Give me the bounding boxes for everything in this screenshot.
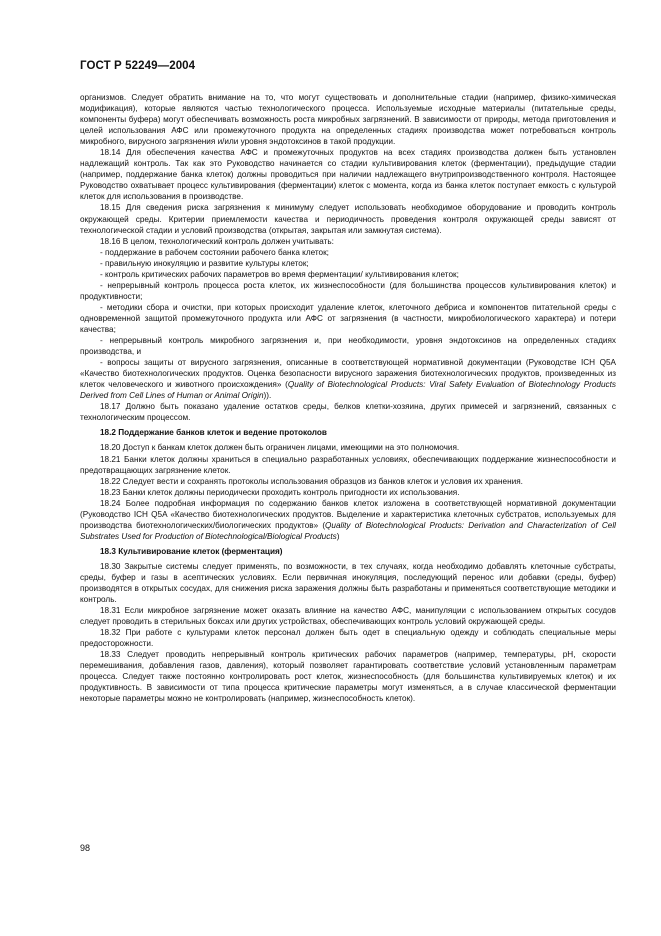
section-heading-18-3: 18.3 Культивирование клеток (ферментация): [100, 546, 283, 556]
paragraph-text: 18.24 Более подробная информация по содержанию банков клеток изложена в соответствующей нормативной документации (Руководство ICH Q5A «Качество биотехнологических продуктов. Выделение и характеристика клеточных субстратов, используемых для производства биотехнологических/биологических продуктов» (: [80, 498, 616, 530]
list-item-italic: Quality of Biotechnological Products: Viral Safety Evaluation of Biotechnology Products Derived from Cell Lines of Human or Animal Origin: [80, 380, 617, 401]
paragraph-18-33: 18.33 Следует проводить непрерывный контроль критических рабочих параметров (например, температуры, pH, скорости перемешивания, добавления газов, давления), который позволяет гарантировать соответствие условий установленным параметрам процесса. Следует также постоянно контролировать рост клеток, жизнеспособность (для большинства культивируемых клеток) и их продуктивность. В зависимости от типа процесса критические параметры могут изменяться, а в случае классической ферментации некоторые параметры можно не контролировать (например, жизнеспособность клеток).: [80, 650, 616, 704]
paragraph-18-24: [80, 498, 616, 542]
list-item: - непрерывный контроль микробного загрязнения и, при необходимости, уровня эндотоксинов на определенных стадиях производства, и: [80, 336, 616, 357]
list-item: [80, 357, 616, 401]
document-header: ГОСТ Р 52249—2004: [80, 60, 196, 72]
page-number: 98: [80, 843, 91, 853]
paragraph-italic: Quality of Biotechnological Products: Derivation and Characterization of Cell Substrates Used for Production of Biotechnological/Biological Products: [80, 520, 616, 541]
paragraph-18-17: 18.17 Должно быть показано удаление остатков среды, белков клетки-хозяина, других примесей и загрязнений, связанных с технологическим процессом.: [80, 402, 616, 423]
paragraph-continuation: организмов. Следует обратить внимание на то, что могут существовать и дополнительные стадии (например, физико-химическая модификация), которые являются частью технологического процесса. Используемые исходные материалы (питательные среды, компоненты буфера) могут обеспечивать возможность роста микробных загрязнений. В зависимости от природы, метода приготовления и целей использования АФС или промежуточного продукта на определенных стадиях производства может потребоваться контроль микробного, вирусного загрязнения и/или уровня эндотоксинов в такой продукции.: [80, 93, 616, 147]
list-item: - методики сбора и очистки, при которых происходит удаление клеток, клеточного дебриса и компонентов питательной среды с одновременной защитой промежуточного продукта или АФС от загрязнения (в частности, микробиологического характера) и потери качества;: [80, 302, 616, 334]
list-item: - поддержание в рабочем состоянии рабочего банка клеток;: [100, 247, 329, 257]
section-heading-18-2: 18.2 Поддержание банков клеток и ведение протоколов: [100, 428, 327, 438]
list-item: - непрерывный контроль процесса роста клеток, их жизнеспособности (для большинства процессов культивирования клеток) и продуктивности;: [80, 280, 616, 301]
paragraph-text-end: ): [336, 531, 340, 541]
list-item-text: - вопросы защиты от вирусного загрязнения, описанные в соответствующей нормативной документации (Руководстве ICH Q5A «Качество биотехнологических продуктов. Оценка безопасности вирусного заражения биотехнологических продуктов, произведенных из клеток человеческого и животного происхождения» (: [80, 358, 616, 390]
paragraph-18-16: 18.16 В целом, технологический контроль должен учитывать:: [100, 236, 334, 246]
paragraph-18-31: 18.31 Если микробное загрязнение может оказать влияние на качество АФС, манипуляции с использованием открытых сосудов следует проводить в стерильных боксах или других устройствах, обеспечивающих контроль условий окружающей среды.: [80, 606, 616, 627]
paragraph-18-15: 18.15 Для сведения риска загрязнения к минимуму следует использовать необходимое оборудование и проводить контроль окружающей среды. Критерии приемлемости качества и периодичность проведения контроля окружающей среды зависят от технологической стадии и условий производства (открытая, закрытая или замкнутая система).: [80, 203, 616, 235]
paragraph-18-22: 18.22 Следует вести и сохранять протоколы использования образцов из банков клеток и условия их хранения.: [100, 476, 523, 486]
list-item: - контроль критических рабочих параметров во время ферментации/ культивирования клеток;: [100, 269, 459, 279]
list-item-text-end: )).: [263, 391, 272, 401]
paragraph-18-20: 18.20 Доступ к банкам клеток должен быть ограничен лицами, имеющими на это полномочия.: [100, 443, 460, 453]
paragraph-18-32: 18.32 При работе с культурами клеток персонал должен быть одет в специальную одежду и соблюдать специальные меры предосторожности.: [80, 628, 616, 649]
paragraph-18-21: 18.21 Банки клеток должны храниться в специально разработанных условиях, обеспечивающих поддержание жизнеспособности и предотвращающих загрязнение клеток.: [80, 454, 616, 475]
paragraph-18-14: 18.14 Для обеспечения качества АФС и промежуточных продуктов на всех стадиях производства должен быть установлен надлежащий контроль. Так как это Руководство начинается со стадии культивирования клеток (ферментации), предыдущие стадии (например, поддержание банка клеток) должны проводиться при наличии надлежащего внутрипроизводственного контроля. Настоящее Руководство охватывает процесс культивирования (ферментации) клеток с момента, когда из банка клеток поступает емкость с культурой клеток для использования в производстве.: [80, 148, 616, 202]
document-body: [80, 92, 616, 705]
list-item: - правильную инокуляцию и развитие культуры клеток;: [100, 258, 309, 268]
paragraph-18-30: 18.30 Закрытые системы следует применять, по возможности, в тех случаях, когда необходимо добавлять клеточные субстраты, среды, буфер и газы в асептических условиях. Если первичная инокуляция, последующий перенос или добавки (среды, буфер) производятся в открытых сосудах, для снижения риска заражения должны быть разработаны и применяться соответствующие методики и контроль.: [80, 561, 616, 605]
paragraph-18-23: 18.23 Банки клеток должны периодически проходить контроль пригодности их использования.: [100, 487, 460, 497]
